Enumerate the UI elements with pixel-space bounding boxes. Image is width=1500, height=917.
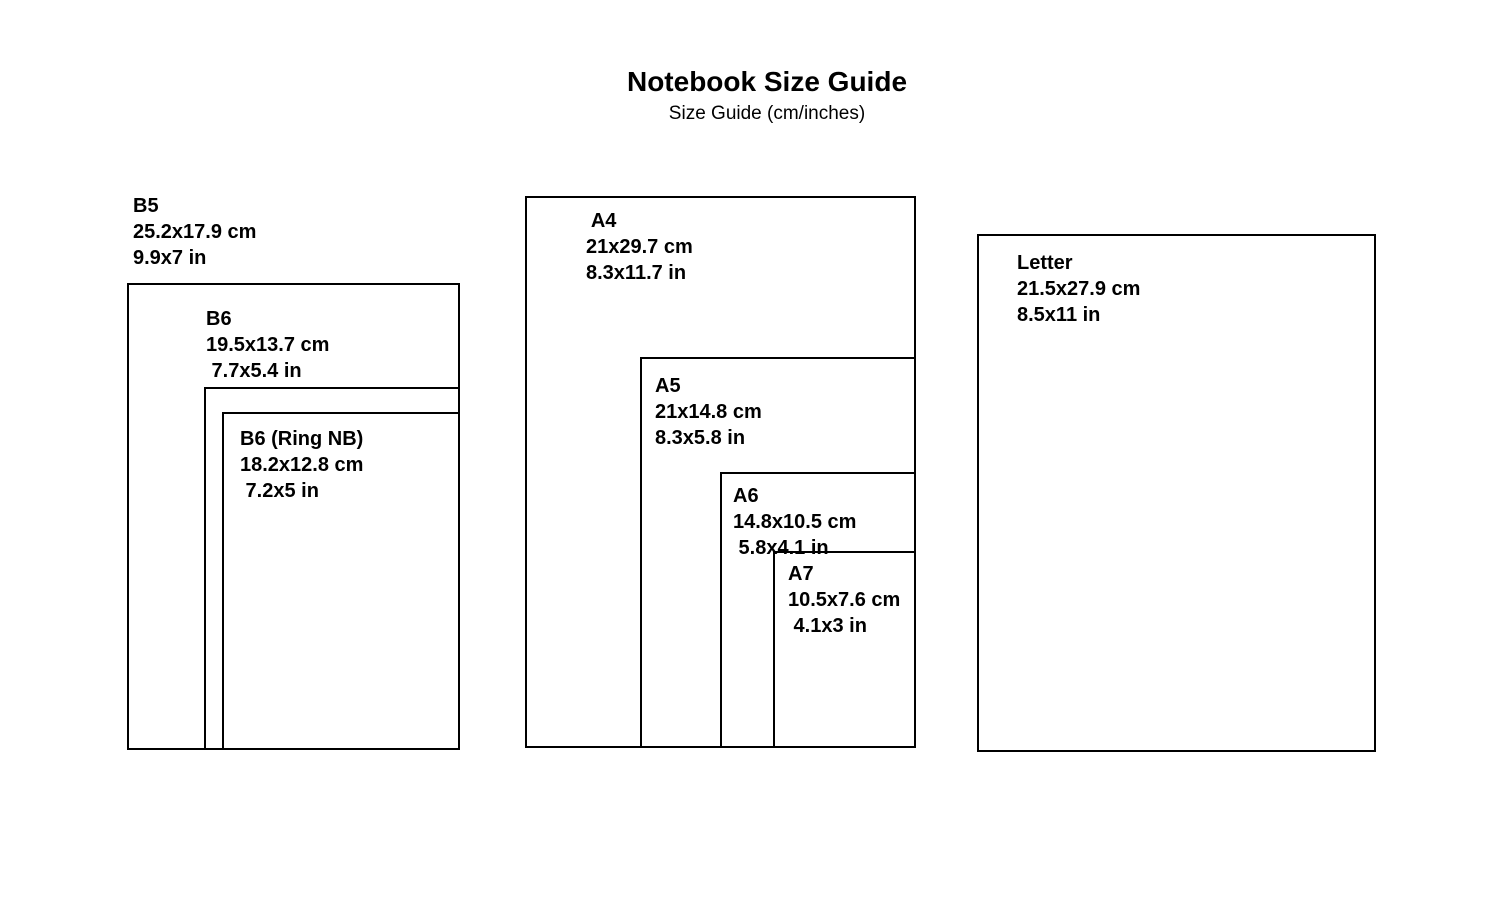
size-cm: 14.8x10.5 cm (733, 511, 857, 533)
size-inches: 7.2x5 in (240, 480, 319, 502)
size-label-a6 (733, 483, 856, 561)
size-inches: 5.8x4.1 in (733, 537, 829, 559)
size-inches: 4.1x3 in (788, 615, 867, 637)
page-title: Notebook Size Guide (626, 66, 908, 97)
size-cm: 21x14.8 cm (655, 401, 762, 423)
size-inches: 7.7x5.4 in (206, 360, 302, 382)
size-inches: 9.9x7 in (133, 247, 207, 269)
size-label-a7 (788, 561, 900, 639)
size-label-letter (1017, 250, 1140, 328)
size-name: Letter (1017, 252, 1073, 274)
page-subtitle: Size Guide (cm/inches) (668, 103, 866, 124)
size-inches: 8.5x11 in (1017, 304, 1101, 326)
size-cm: 10.5x7.6 cm (788, 589, 901, 611)
header (417, 66, 1117, 125)
size-label-b6 (206, 306, 329, 384)
size-cm: 25.2x17.9 cm (133, 221, 257, 243)
size-cm: 18.2x12.8 cm (240, 454, 364, 476)
size-cm: 21.5x27.9 cm (1017, 278, 1141, 300)
size-name: A6 (733, 485, 759, 507)
size-cm: 19.5x13.7 cm (206, 334, 330, 356)
size-name: B5 (133, 195, 159, 217)
size-name: B6 (206, 308, 232, 330)
size-cm: 21x29.7 cm (586, 236, 693, 258)
size-label-a4 (586, 208, 693, 286)
size-name: A5 (655, 375, 681, 397)
size-name: B6 (Ring NB) (240, 428, 364, 450)
size-inches: 8.3x11.7 in (586, 262, 687, 284)
size-name: A7 (788, 563, 814, 585)
size-name: A4 (586, 210, 617, 232)
size-label-a5 (655, 373, 762, 451)
size-inches: 8.3x5.8 in (655, 427, 746, 449)
size-label-b6-ring-nb (240, 426, 363, 504)
size-label-b5 (133, 193, 256, 271)
